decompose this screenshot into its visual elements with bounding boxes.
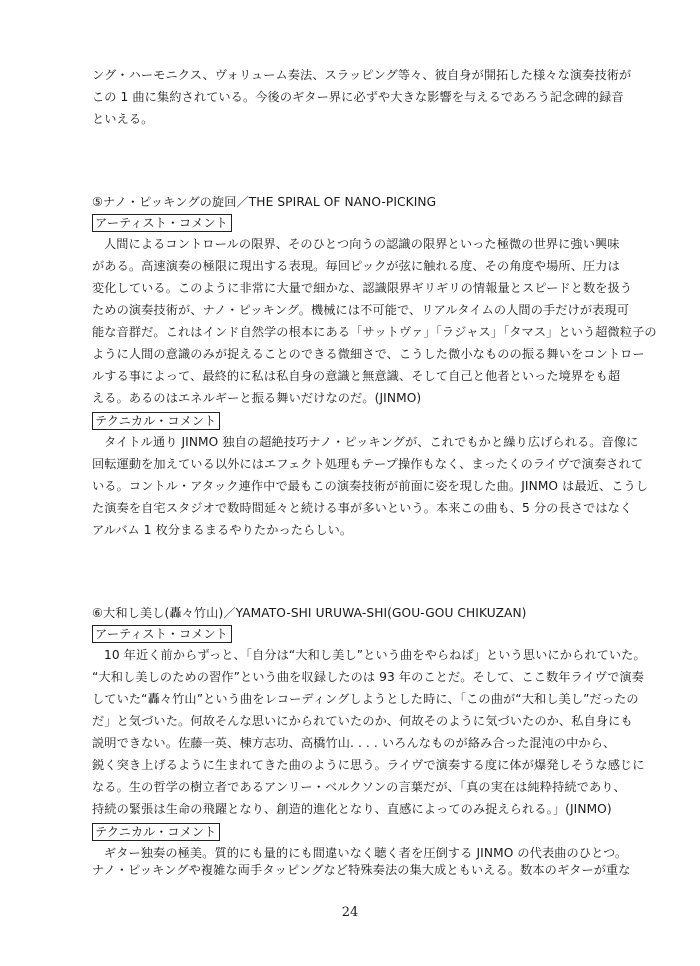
- paragraph-line: 回転運動を加えている以外にはエフェクト処理もテープ操作もなく、まったくのライヴで演奏されて: [92, 457, 644, 471]
- paragraph-line: ルする事によって、最終的に私は私自身の意識と無意識、そして自己と他者といった境界をも超: [92, 369, 621, 383]
- technical-comment-label: テクニカル・コメント: [92, 412, 220, 430]
- artist-comment-label: アーティスト・コメント: [92, 214, 232, 232]
- paragraph-line: える。あるのはエネルギーと振る舞いだけなのだ。(JINMO): [92, 391, 422, 405]
- paragraph-line: 能な音群だ。これはインド自然学の根本にある「サットヴァ」「ラジャス」「タマス」という超微粒子の: [92, 325, 657, 339]
- paragraph-line: だ」と気づいた。何故そんな思いにかられていたのか、何故そのように気づいたのか、私自身にも: [92, 714, 633, 728]
- paragraph-line: 鋭く突き上げるように生まれてきた曲のように思う。ライヴで演奏する度に体が爆発しそうな感じに: [92, 758, 645, 772]
- paragraph-line: がある。高速演奏の極限に現出する表現。毎回ピックが弦に触れる度、その角度や場所、圧力は: [92, 259, 620, 273]
- paragraph-line: なる。生の哲学の樹立者であるアンリー・ベルクソンの言葉だが、「真の実在は純粋持続であり、: [92, 780, 626, 794]
- paragraph-line: していた“轟々竹山”という曲をレコーディングしようとした時に、「この曲が“大和し美し”だったの: [92, 692, 639, 706]
- paragraph-line: 説明できない。佐藤一英、棟方志功、高橋竹山. . . . いろんなものが絡み合った混沌の中から、: [92, 736, 616, 750]
- paragraph-line: 持続の緊張は生命の飛躍となり、創造的進化となり、直感によってのみ捉えられる。」(JINMO): [92, 802, 612, 816]
- intro-line: この 1 曲に集約されている。今後のギター界に必ずや大きな影響を与えるであろう記念碑的録音: [92, 90, 624, 104]
- page-number: 24: [341, 905, 359, 920]
- paragraph-line: いる。コントル・アタック連作中で最もこの演奏技術が前面に姿を現した曲。JINMO は最近、こうし: [92, 479, 649, 493]
- paragraph-line: ナノ・ピッキングや複雑な両手タッピングなど特殊奏法の集大成ともいえる。数本のギターが重な: [92, 863, 631, 877]
- technical-comment-label: テクニカル・コメント: [92, 823, 220, 841]
- paragraph-line: 人間によるコントロールの限界、そのひとつ向うの認識の限界といった極微の世界に強い興味: [104, 237, 620, 251]
- paragraph-line: た演奏を自宅スタジオで数時間延々と続ける事が多いという。本来この曲も、5 分の長さではなく: [92, 501, 633, 515]
- paragraph-line: ギター独奏の極美。質的にも量的にも間違いなく聴く者を圧倒する JINMO の代表曲のひとつ。: [104, 846, 628, 860]
- paragraph-line: 10 年近く前からずっと、「自分は“大和し美し”という曲をやらねば」という思いにかられていた。: [104, 648, 646, 662]
- paragraph-line: ように人間の意識のみが捉えることのできる微細さで、こうした微小なものの振る舞いをコントロー: [92, 347, 645, 361]
- intro-line: ング・ハーモニクス、ヴォリューム奏法、スラッピング等々、彼自身が開拓した様々な演奏技術が: [92, 68, 632, 82]
- paragraph-line: アルバム 1 枚分まるまるやりたかったらしい。: [92, 523, 353, 537]
- paragraph-line: ための演奏技術が、ナノ・ピッキング。機械には不可能で、リアルタイムの人間の手だけが表現可: [92, 303, 629, 317]
- artist-comment-label: アーティスト・コメント: [92, 625, 232, 643]
- paragraph-line: タイトル通り JINMO 独自の超絶技巧ナノ・ピッキングが、これでもかと繰り広げられる。音像に: [104, 435, 639, 449]
- intro-line: といえる。: [92, 112, 154, 126]
- paragraph-line: 変化している。このように非常に大量で細かな、認識限界ギリギリの情報量とスピードと数を扱う: [92, 281, 633, 295]
- paragraph-line: “大和し美しのための習作”という曲を収録したのは 93 年のことだ。そして、ここ数年ライヴで演奏: [92, 670, 644, 684]
- section-heading: ⑥大和し美し(轟々竹山)／YAMATO-SHI URUWA-SHI(GOU-GOU CHIKUZAN): [92, 606, 527, 620]
- section-heading: ⑤ナノ・ピッキングの旋回／THE SPIRAL OF NANO-PICKING: [92, 195, 437, 209]
